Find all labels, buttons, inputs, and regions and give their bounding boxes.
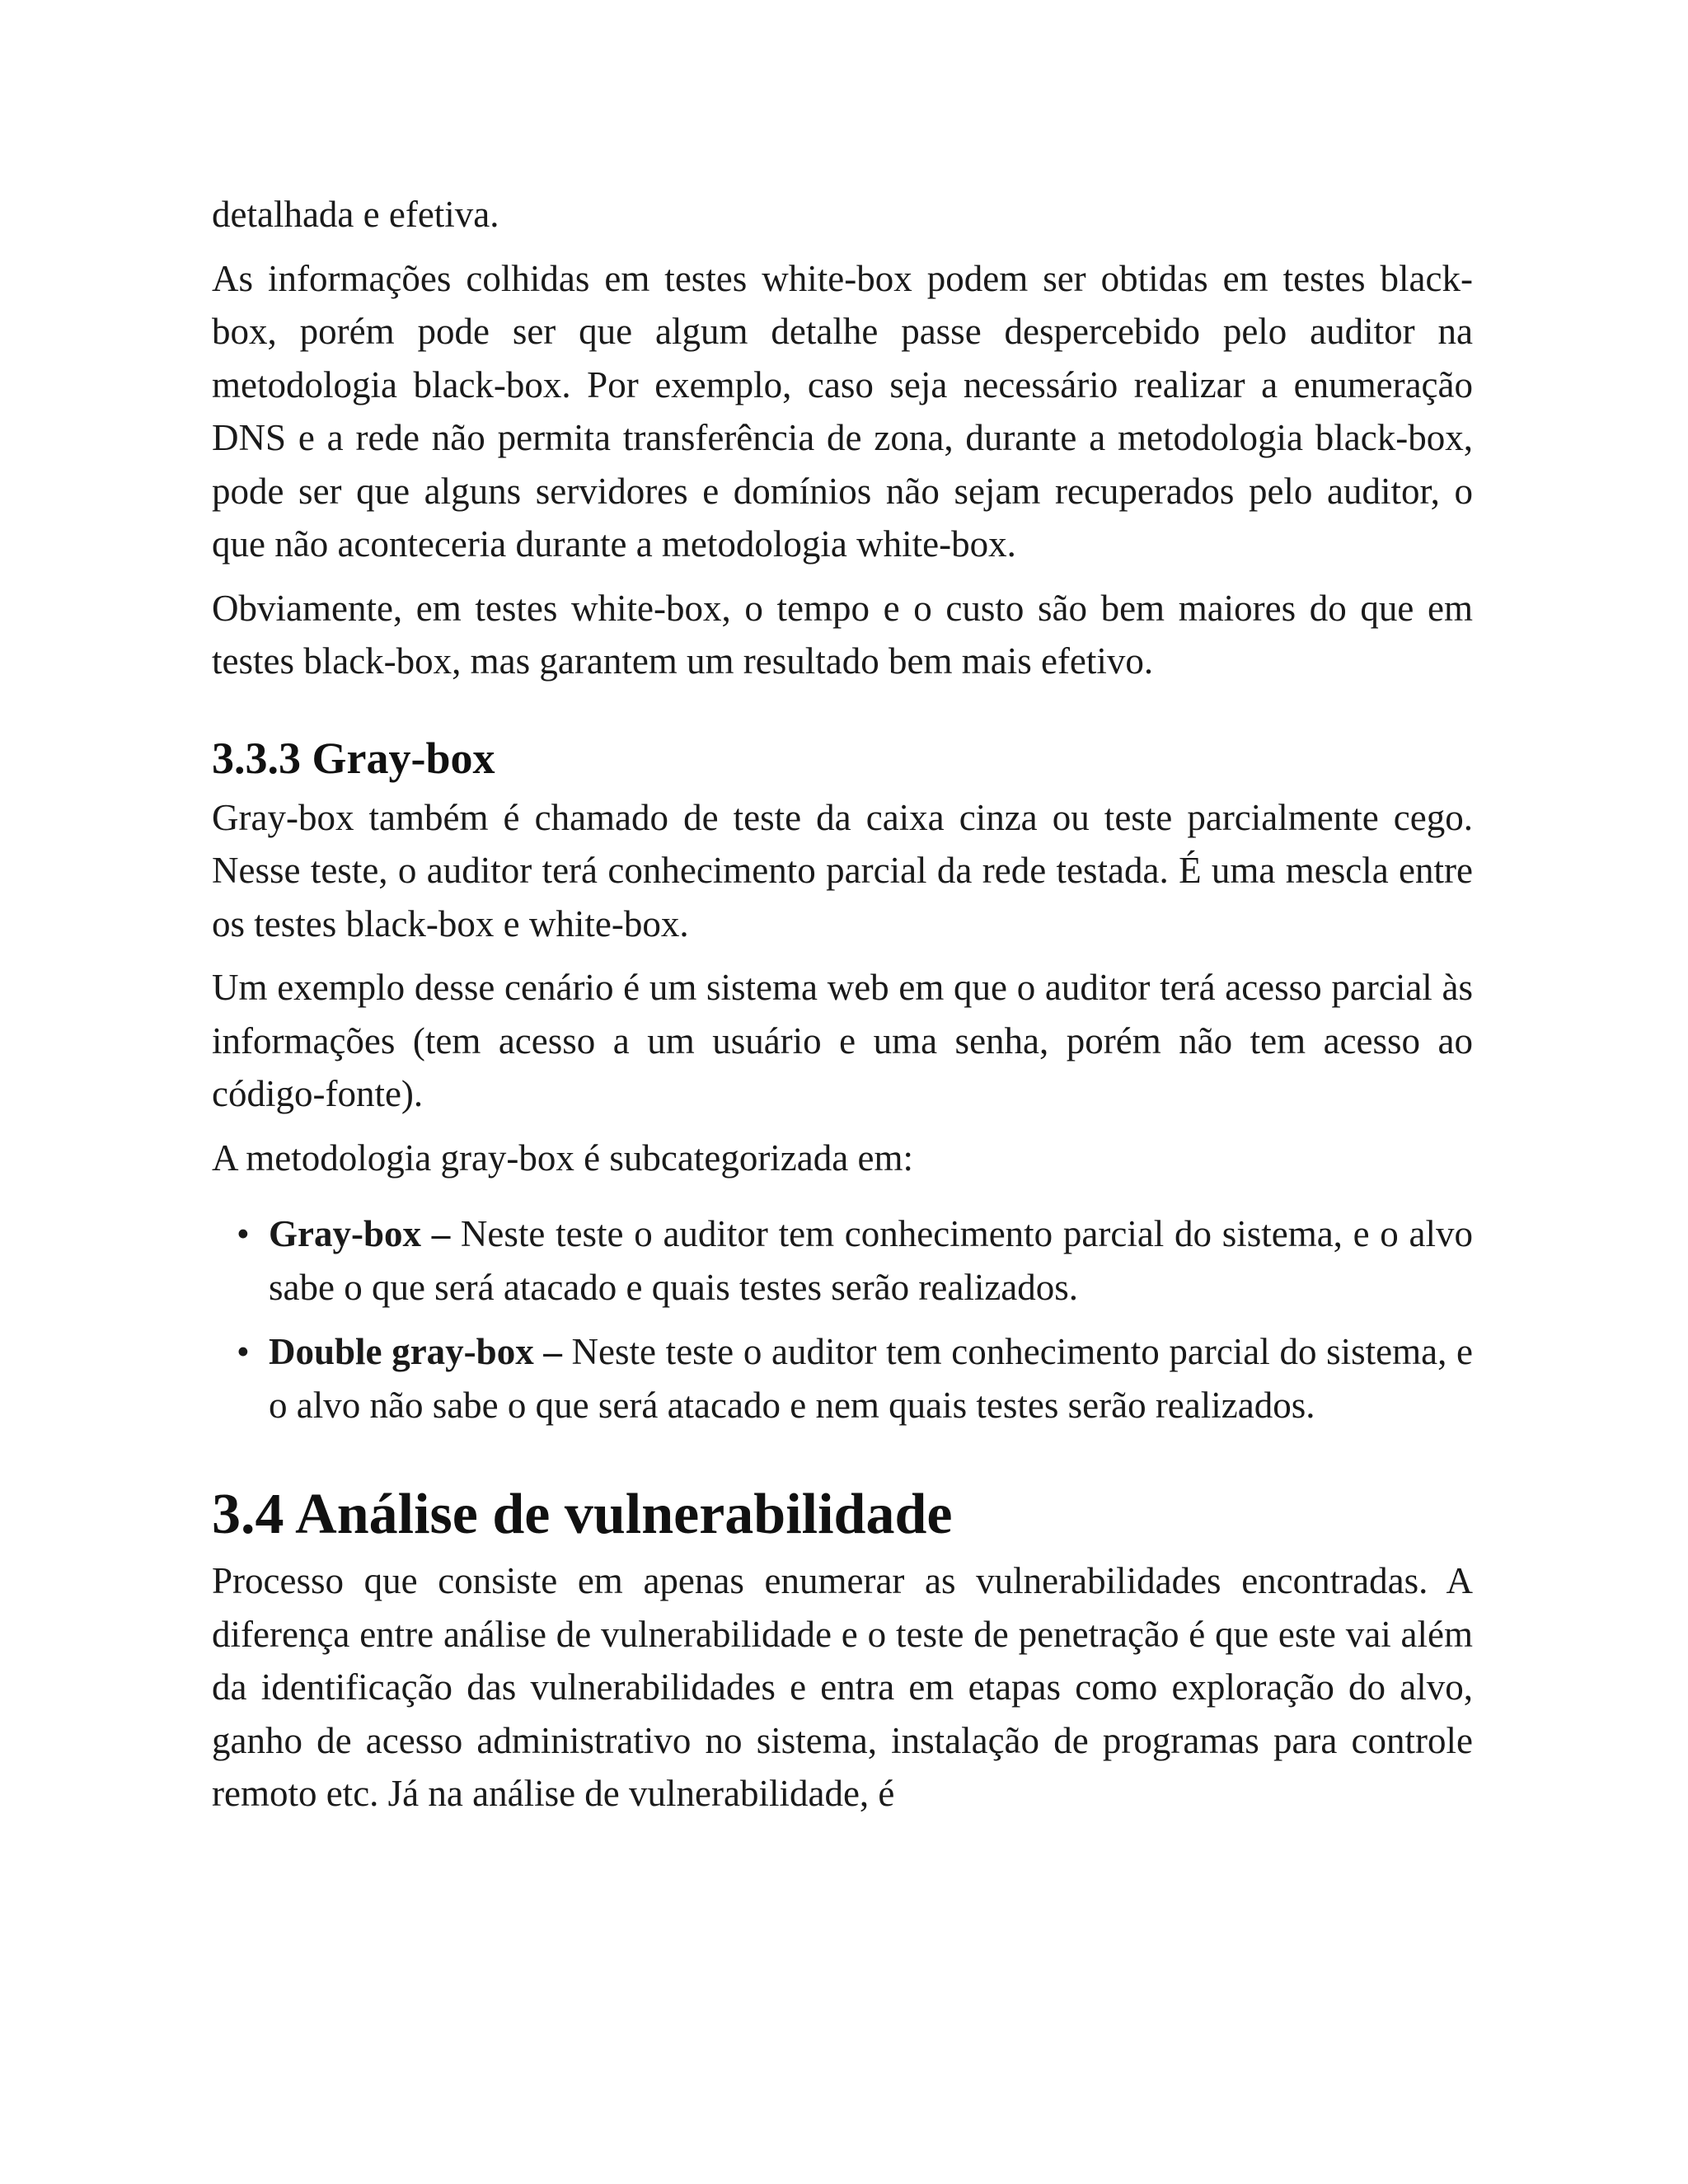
document-page xyxy=(212,188,1473,1831)
paragraph-continuation: detalhada e efetiva. xyxy=(212,194,499,235)
description-double-gray-box: Neste teste o auditor tem conhecimento parcial do sistema, e o alvo não sabe o que será atacado e nem quais testes serão realizados. xyxy=(269,1331,1474,1426)
section-heading-gray-box: 3.3.3 Gray-box xyxy=(212,733,495,783)
description-gray-box: Neste teste o auditor tem conhecimento parcial do sistema, e o alvo sabe o que será atacado e quais testes serão realizados. xyxy=(269,1213,1473,1308)
list-item-gray-box xyxy=(237,1207,1473,1314)
paragraph-whitebox-information: As informações colhidas em testes white-box podem ser obtidas em testes black-box, porém pode ser que algum detalhe passe despercebido pelo auditor na metodologia black-box. Por exemplo, caso seja necessário realizar a enumeração DNS e a rede não permita transferência de zona, durante a metodologia black-box, pode ser que alguns servidores e domínios não sejam recuperados pelo auditor, o que não aconteceria durante a metodologia white-box. xyxy=(212,257,1473,565)
subcategory-list xyxy=(212,1207,1473,1432)
paragraph-whitebox-cost: Obviamente, em testes white-box, o tempo e o custo são bem maiores do que em testes black-box, mas garantem um resultado bem mais efetivo. xyxy=(212,587,1473,682)
paragraph-graybox-definition: Gray-box também é chamado de teste da caixa cinza ou teste parcialmente cego. Nesse teste, o auditor terá conhecimento parcial da rede testada. É uma mescla entre os testes black-box e white-box. xyxy=(212,796,1473,944)
paragraph-analise-definition: Processo que consiste em apenas enumerar as vulnerabilidades encontradas. A diferença entre análise de vulnerabilidade e o teste de penetração é que este vai além da identificação das vulnerabilidades e entra em etapas como exploração do alvo, ganho de acesso administrativo no sistema, instalação de programas para controle remoto etc. Já na análise de vulnerabilidade, é xyxy=(212,1560,1473,1814)
section-heading-analise-vulnerabilidade: 3.4 Análise de vulnerabilidade xyxy=(212,1483,953,1546)
paragraph-graybox-example: Um exemplo desse cenário é um sistema web em que o auditor terá acesso parcial às informações (tem acesso a um usuário e uma senha, porém não tem acesso ao código-fonte). xyxy=(212,967,1473,1114)
term-gray-box: Gray-box – xyxy=(269,1213,451,1254)
list-item-double-gray-box xyxy=(237,1325,1473,1432)
bullet-icon: • xyxy=(237,1331,250,1372)
term-double-gray-box: Double gray-box – xyxy=(269,1331,562,1372)
paragraph-graybox-subcategories: A metodologia gray-box é subcategorizada em: xyxy=(212,1137,913,1179)
bullet-icon: • xyxy=(237,1213,250,1254)
